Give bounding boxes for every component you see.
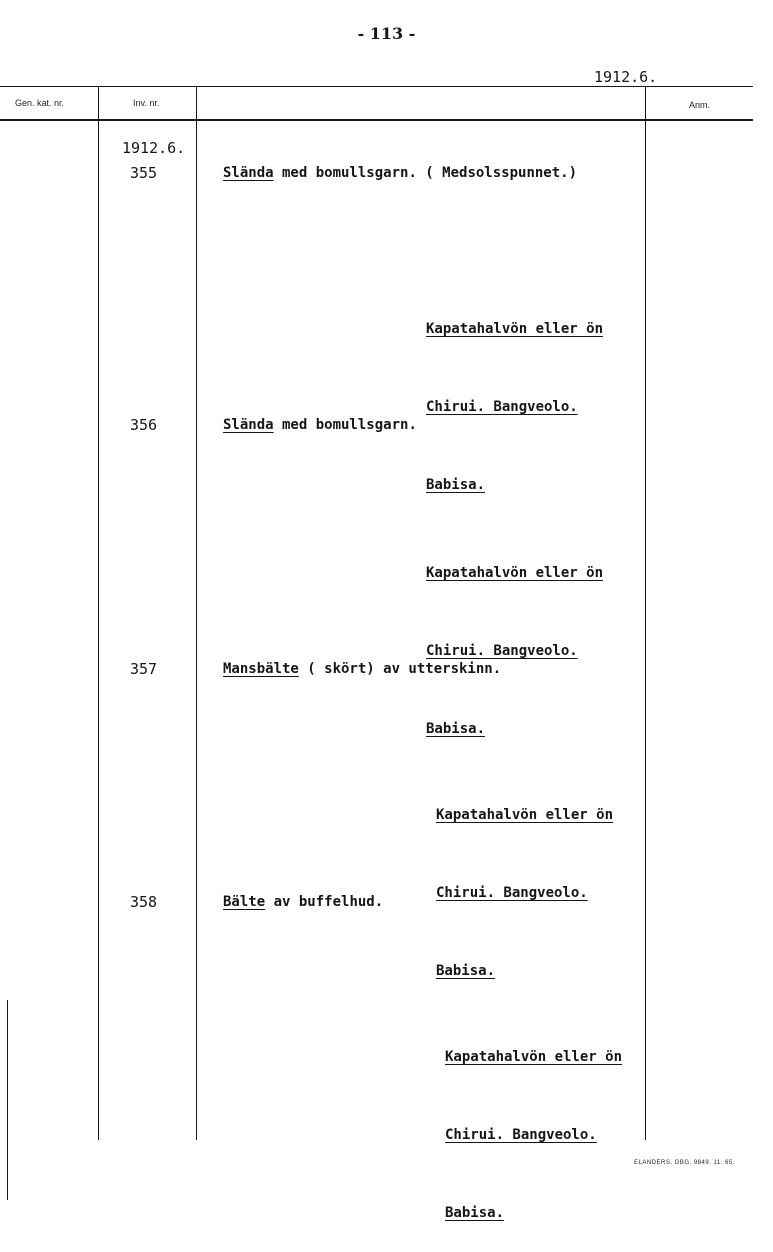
column-rule-desc-anm [645,86,646,1140]
inventory-number: 355 [130,164,158,182]
section-date: 1912.6. [122,139,186,157]
object-details: med bomullsgarn. ( Medsolsspunnet.) [273,165,578,181]
location-block [436,750,613,1010]
object-details: med bomullsgarn. [273,417,417,433]
left-margin-rule [7,1000,8,1200]
object-name: Bälte [223,894,266,910]
column-header-inv-nr: Inv. nr. [133,98,160,108]
object-details: av buffelhud. [265,894,384,910]
location-line: Chirui. Bangveolo. [436,885,588,901]
object-description [223,894,383,910]
object-details: ( skört) av utterskinn. [298,661,502,677]
location-line: Kapatahalvön eller ön [426,565,604,581]
location-line: Chirui. Bangveolo. [426,399,578,415]
location-block [426,508,603,768]
object-description [223,165,577,181]
location-line: Kapatahalvön eller ön [445,1049,623,1065]
header-date: 1912.6. [594,68,658,86]
column-header-gen-kat-nr: Gen. kat. nr. [15,98,65,108]
object-name: Mansbälte [223,661,299,677]
object-description [223,417,417,433]
location-line: Babisa. [426,477,486,493]
object-name: Slända [223,417,274,433]
page-number: - 113 - [357,24,416,43]
header-top-rule [0,86,753,87]
location-line: Babisa. [445,1205,505,1221]
location-line: Babisa. [426,721,486,737]
column-header-anm: Anm. [689,100,711,110]
location-line: Kapatahalvön eller ön [436,807,614,823]
object-name: Slända [223,165,274,181]
location-line: Chirui. Bangveolo. [445,1127,597,1143]
object-description [223,661,501,677]
column-rule-inv-desc [196,86,197,1140]
inventory-number: 357 [130,660,158,678]
header-bottom-rule [0,119,753,121]
location-line: Chirui. Bangveolo. [426,643,578,659]
location-block [445,992,622,1252]
printer-imprint: ELANDERS. GBG. 9849. 11. 65. [634,1160,735,1166]
inventory-number: 358 [130,893,158,911]
column-rule-gen-inv [98,86,99,1140]
location-block [426,264,603,524]
location-line: Babisa. [436,963,496,979]
inventory-number: 356 [130,416,158,434]
location-line: Kapatahalvön eller ön [426,321,604,337]
